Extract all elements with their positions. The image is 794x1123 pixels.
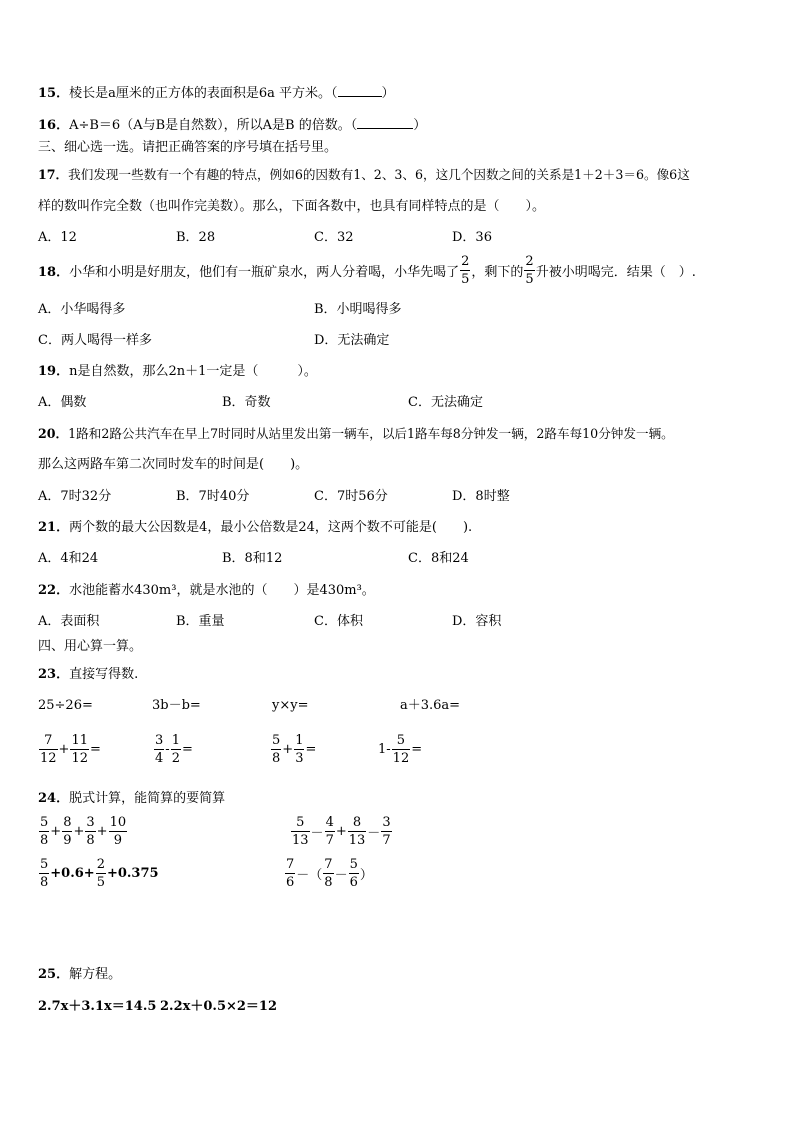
question-24	[38, 791, 225, 807]
question-20-line-2: 那么这两路车第二次同时发车的时间是( )。	[38, 457, 309, 472]
option-d[interactable]: D．容积	[452, 614, 502, 629]
question-16: 16．A÷B＝6（A与B是自然数），所以A是B 的倍数。（ ）	[38, 118, 427, 133]
question-number: 15．	[38, 86, 70, 101]
mental-calc-item: a＋3.6a=	[400, 698, 461, 713]
question-number: 18．	[38, 265, 70, 280]
mental-calc-item: $\frac{7}{12}$ + $\frac{11}{12}$ =	[40, 733, 101, 766]
option-a[interactable]: A．偶数	[38, 395, 87, 410]
option-c[interactable]: C．7时56分	[314, 489, 388, 504]
option-a[interactable]: A．4和24	[38, 551, 99, 566]
answer-blank[interactable]	[338, 84, 382, 97]
question-text: 1路和2路公共汽车在早上7时同时从站里发出第一辆车，以后1路车每8分钟发一辆，2路车每10分钟发一辆。	[68, 426, 674, 441]
question-text: 直接写得数.	[69, 667, 139, 682]
option-b[interactable]: B．8和12	[222, 551, 283, 566]
option-a[interactable]: A．12	[38, 230, 77, 245]
option-d[interactable]: D．无法确定	[314, 333, 390, 348]
question-number: 21．	[38, 520, 70, 535]
option-c[interactable]: C．无法确定	[408, 395, 483, 410]
question-text: 水池能蓄水430m³，就是水池的（ ）是430m³。	[69, 583, 375, 598]
calc-expression-2: $\frac{5}{13}$ － $\frac{4}{7}$ + $\frac{8}{13}$ － $\frac{3}{7}$	[292, 815, 391, 848]
question-text: 棱长是a厘米的正方体的表面积是6a 平方米。（	[69, 86, 338, 101]
question-21	[38, 520, 472, 536]
question-19	[38, 364, 317, 380]
option-c[interactable]: C．体积	[314, 614, 363, 629]
question-text: 两个数的最大公因数是4，最小公倍数是24，这两个数不可能是( ).	[69, 520, 473, 535]
question-18: 18． 小华和小明是好朋友，他们有一瓶矿泉水，两人分着喝，小华先喝了 $\frac{2}{5}$ ，剩下的 $\frac{2}{5}$ 升被小明喝完．结果（ ）.	[38, 254, 696, 287]
equation-1: 2.7x＋3.1x＝14.5	[38, 999, 157, 1014]
option-d[interactable]: D．36	[452, 230, 492, 245]
question-number: 24．	[38, 791, 70, 806]
fraction: $\frac{2}{5}$	[525, 254, 534, 287]
question-number: 20．	[38, 426, 69, 441]
question-22	[38, 583, 375, 599]
section-heading-3: 三、细心选一选。请把正确答案的序号填在括号里。	[38, 140, 338, 155]
question-number: 22．	[38, 583, 70, 598]
question-number: 25．	[38, 967, 70, 982]
question-text: 我们发现一些数有一个有趣的特点，例如6的因数有1、2、3、6，这几个因数之间的关系是1＋2＋3＝6。像6这	[68, 167, 690, 182]
question-number: 17．	[38, 167, 69, 182]
option-c[interactable]: C．8和24	[408, 551, 469, 566]
answer-blank[interactable]	[357, 116, 413, 129]
question-17-line-2: 样的数叫作完全数（也叫作完美数）。那么，下面各数中，也具有同样特点的是（ ）。	[38, 199, 546, 214]
option-b[interactable]: B．奇数	[222, 395, 271, 410]
option-b[interactable]: B．小明喝得多	[314, 302, 402, 317]
calc-expression-4: $\frac{7}{6}$ －（ $\frac{7}{8}$ － $\frac{5}{6}$ ）	[286, 857, 373, 890]
equation-2: 2.2x＋0.5×2＝12	[160, 999, 278, 1014]
question-15: 15．棱长是a厘米的正方体的表面积是6a 平方米。（ ）	[38, 86, 395, 101]
question-25	[38, 967, 121, 983]
mental-calc-item: $\frac{5}{8}$ + $\frac{1}{3}$ =	[272, 733, 317, 766]
mental-calc-item: y×y=	[272, 698, 309, 713]
option-b[interactable]: B．重量	[176, 614, 225, 629]
question-text: 解方程。	[69, 967, 122, 982]
question-number: 19．	[38, 364, 70, 379]
question-text: A÷B＝6（A与B是自然数），所以A是B 的倍数。（	[69, 118, 358, 133]
option-d[interactable]: D．8时整	[452, 489, 510, 504]
option-a[interactable]: A．7时32分	[38, 489, 112, 504]
question-17-line-1	[38, 167, 690, 183]
question-text: 脱式计算，能简算的要简算	[69, 791, 226, 806]
mental-calc-item: $\frac{3}{4}$ - $\frac{1}{2}$ =	[155, 733, 193, 766]
mental-calc-item: 25÷26=	[38, 698, 93, 713]
question-text: n是自然数，那么2n＋1一定是（ ）。	[69, 364, 317, 379]
question-number: 16．	[38, 118, 70, 133]
mental-calc-item: 1- $\frac{5}{12}$ =	[378, 733, 423, 766]
section-heading-4: 四、用心算一算。	[38, 639, 143, 654]
option-a[interactable]: A．表面积	[38, 614, 100, 629]
mental-calc-item: 3b－b=	[152, 698, 201, 713]
question-20-line-1	[38, 426, 674, 442]
option-c[interactable]: C．两人喝得一样多	[38, 333, 152, 348]
option-c[interactable]: C．32	[314, 230, 354, 245]
calc-expression-3: $\frac{5}{8}$ +0.6+ $\frac{2}{5}$ +0.375	[40, 857, 159, 890]
question-number: 23．	[38, 667, 70, 682]
question-text: 小华和小明是好朋友，他们有一瓶矿泉水，两人分着喝，小华先喝了	[69, 265, 460, 280]
option-b[interactable]: B．28	[176, 230, 216, 245]
fraction: $\frac{2}{5}$	[461, 254, 470, 287]
option-a[interactable]: A．小华喝得多	[38, 302, 126, 317]
option-b[interactable]: B．7时40分	[176, 489, 250, 504]
calc-expression-1: $\frac{5}{8}$ + $\frac{8}{9}$ + $\frac{3}{8}$ + $\frac{10}{9}$	[40, 815, 127, 848]
question-23	[38, 667, 138, 683]
